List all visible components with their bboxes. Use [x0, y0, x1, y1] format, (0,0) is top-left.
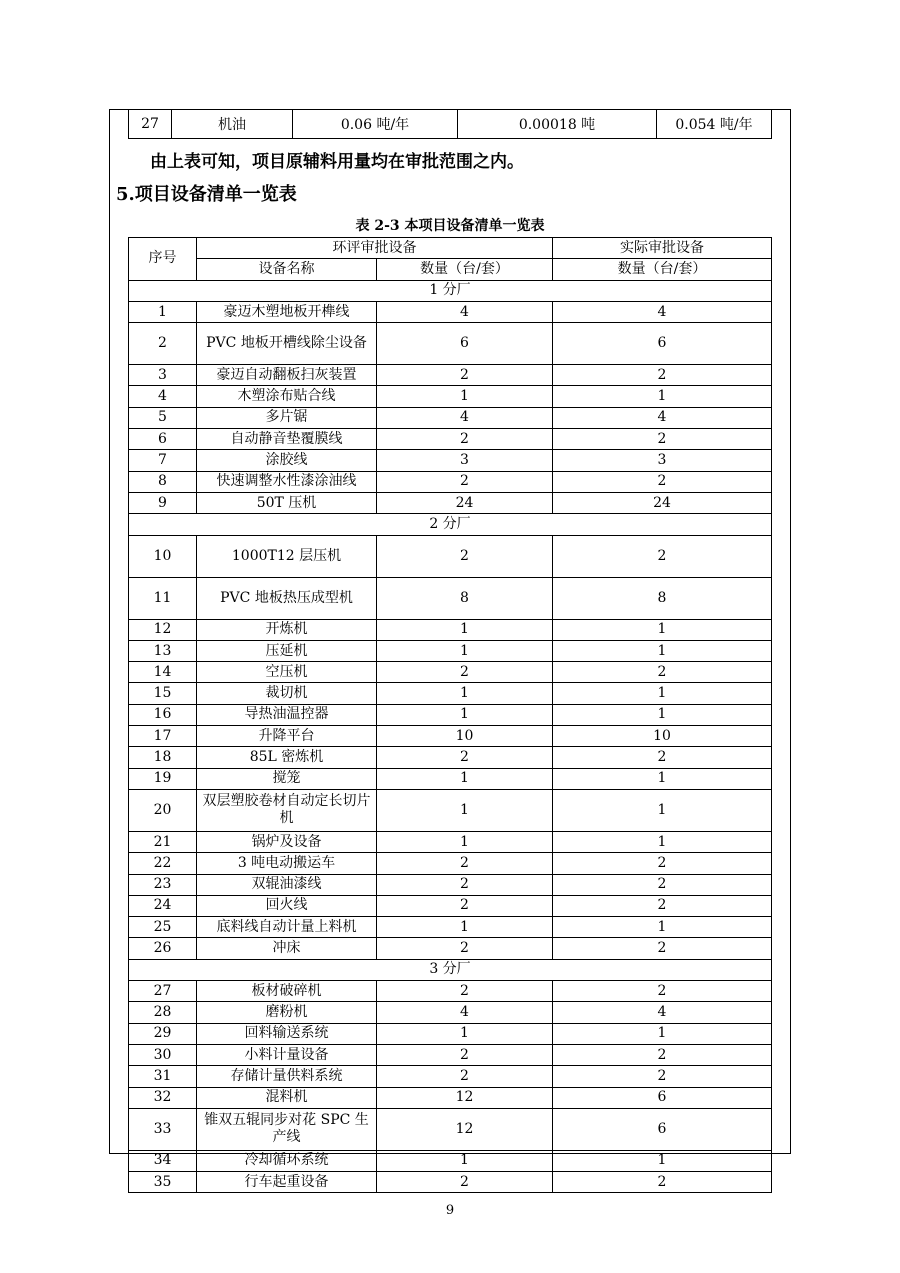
table-row — [129, 704, 772, 725]
cell-qty-eia: 2 — [377, 874, 553, 895]
cell-qty-actual: 2 — [553, 471, 772, 492]
cell-no: 14 — [129, 662, 197, 683]
cell-qty-eia: 2 — [377, 981, 553, 1002]
cell-equipment-name: 自动静音垫覆膜线 — [197, 429, 377, 450]
table-row — [129, 407, 772, 428]
cell-equipment-name: 1000T12 层压机 — [197, 535, 377, 577]
equipment-table-body — [129, 280, 772, 1193]
cell-qty-actual: 2 — [553, 1044, 772, 1065]
header-eia-group: 环评审批设备 — [197, 238, 553, 259]
table-row — [129, 747, 772, 768]
cell-no: 28 — [129, 1002, 197, 1023]
table-row — [129, 683, 772, 704]
cell-equipment-name: 冲床 — [197, 938, 377, 959]
cell-qty-actual: 2 — [553, 535, 772, 577]
cell-qty-eia: 1 — [377, 704, 553, 725]
cell-no: 17 — [129, 726, 197, 747]
cell-qty-eia: 1 — [377, 683, 553, 704]
cell-equipment-name: 导热油温控器 — [197, 704, 377, 725]
cell-qty-eia: 2 — [377, 662, 553, 683]
cell-qty-actual: 1 — [553, 831, 772, 852]
cell-equipment-name: 行车起重设备 — [197, 1172, 377, 1193]
cell-no: 1 — [129, 301, 197, 322]
equipment-table — [128, 237, 772, 1193]
header-qty-eia: 数量（台/套） — [377, 259, 553, 280]
header-actual-group: 实际审批设备 — [553, 238, 772, 259]
table-row — [129, 323, 772, 365]
cell-equipment-name: 升降平台 — [197, 726, 377, 747]
group-row — [129, 280, 772, 301]
cell-qty-actual: 1 — [553, 386, 772, 407]
table-row — [129, 301, 772, 322]
cell-no: 13 — [129, 640, 197, 661]
cell-qty-actual: 24 — [553, 492, 772, 513]
table-row — [129, 386, 772, 407]
cell-qty-eia: 2 — [377, 535, 553, 577]
cell-no: 20 — [129, 789, 197, 831]
cell-qty-eia: 1 — [377, 1150, 553, 1171]
table-row — [129, 981, 772, 1002]
cell-qty-eia: 10 — [377, 726, 553, 747]
cell-qty-eia: 6 — [377, 323, 553, 365]
table-row — [129, 1002, 772, 1023]
header-row — [129, 259, 772, 280]
cell-qty-eia: 2 — [377, 1172, 553, 1193]
table-row — [129, 1172, 772, 1193]
table-row — [129, 640, 772, 661]
cell-no: 32 — [129, 1087, 197, 1108]
cell-equipment-name: 豪迈自动翻板扫灰装置 — [197, 365, 377, 386]
cell-equipment-name: PVC 地板开槽线除尘设备 — [197, 323, 377, 365]
cell-qty-eia: 1 — [377, 1023, 553, 1044]
cell-equipment-name: 3 吨电动搬运车 — [197, 853, 377, 874]
cell-no: 24 — [129, 895, 197, 916]
table-row — [129, 789, 772, 831]
cell-qty-actual: 2 — [553, 853, 772, 874]
cell-qty-actual: 1 — [553, 683, 772, 704]
cell-no: 18 — [129, 747, 197, 768]
cell-no: 23 — [129, 874, 197, 895]
group-row — [129, 514, 772, 535]
cell-equipment-name: 涂胶线 — [197, 450, 377, 471]
cell-equipment-name: 豪迈木塑地板开榫线 — [197, 301, 377, 322]
cell-qty-eia: 2 — [377, 429, 553, 450]
table-row — [129, 853, 772, 874]
cell-qty-actual: 1 — [553, 917, 772, 938]
cell-equipment-name: 底料线自动计量上料机 — [197, 917, 377, 938]
cell-equipment-name: 多片锯 — [197, 407, 377, 428]
cell-qty-actual: 6 — [553, 1087, 772, 1108]
cell-qty-eia: 2 — [377, 1044, 553, 1065]
cell-qty-actual: 2 — [553, 429, 772, 450]
cell-no: 25 — [129, 917, 197, 938]
cell-no: 9 — [129, 492, 197, 513]
table-row — [129, 1023, 772, 1044]
group-row — [129, 959, 772, 980]
cell-name: 机油 — [172, 110, 293, 139]
cell-qty-actual: 6 — [553, 323, 772, 365]
cell-no: 5 — [129, 407, 197, 428]
header-row — [129, 238, 772, 259]
table-row — [129, 1066, 772, 1087]
table-row — [129, 450, 772, 471]
cell-qty-eia: 1 — [377, 831, 553, 852]
cell-equipment-name: 锥双五辊同步对花 SPC 生产线 — [197, 1108, 377, 1150]
header-no: 序号 — [129, 238, 197, 281]
cell-qty-actual: 2 — [553, 1066, 772, 1087]
cell-qty-eia: 2 — [377, 938, 553, 959]
cell-equipment-name: 板材破碎机 — [197, 981, 377, 1002]
cell-no: 12 — [129, 619, 197, 640]
header-qty-actual: 数量（台/套） — [553, 259, 772, 280]
cell-qty-actual: 2 — [553, 747, 772, 768]
summary-note: 由上表可知，项目原辅料用量均在审批范围之内。 — [150, 152, 524, 172]
table-row — [129, 768, 772, 789]
cell-qty-eia: 8 — [377, 577, 553, 619]
group-title: 3 分厂 — [129, 959, 772, 980]
table-row — [129, 110, 772, 139]
cell-no: 16 — [129, 704, 197, 725]
page-number: 9 — [445, 1203, 455, 1218]
cell-equipment-name: 裁切机 — [197, 683, 377, 704]
table-row — [129, 429, 772, 450]
table-row — [129, 1044, 772, 1065]
cell-no: 8 — [129, 471, 197, 492]
cell-value: 0.06 吨/年 — [293, 110, 458, 139]
cell-qty-eia: 12 — [377, 1108, 553, 1150]
table-row — [129, 895, 772, 916]
cell-qty-eia: 2 — [377, 747, 553, 768]
group-title: 2 分厂 — [129, 514, 772, 535]
cell-equipment-name: 双辊油漆线 — [197, 874, 377, 895]
cell-equipment-name: 50T 压机 — [197, 492, 377, 513]
cell-equipment-name: 空压机 — [197, 662, 377, 683]
cell-qty-actual: 1 — [553, 619, 772, 640]
cell-no: 26 — [129, 938, 197, 959]
table-row — [129, 662, 772, 683]
cell-no: 6 — [129, 429, 197, 450]
cell-qty-eia: 1 — [377, 640, 553, 661]
group-title: 1 分厂 — [129, 280, 772, 301]
cell-qty-eia: 24 — [377, 492, 553, 513]
cell-no: 22 — [129, 853, 197, 874]
cell-no: 35 — [129, 1172, 197, 1193]
table-row — [129, 726, 772, 747]
table-row — [129, 492, 772, 513]
header-name: 设备名称 — [197, 259, 377, 280]
cell-qty-actual: 1 — [553, 704, 772, 725]
cell-equipment-name: 开炼机 — [197, 619, 377, 640]
cell-qty-eia: 1 — [377, 789, 553, 831]
cell-equipment-name: 小料计量设备 — [197, 1044, 377, 1065]
cell-no: 34 — [129, 1150, 197, 1171]
table-row — [129, 1150, 772, 1171]
table-row — [129, 365, 772, 386]
cell-no: 21 — [129, 831, 197, 852]
cell-qty-eia: 12 — [377, 1087, 553, 1108]
cell-qty-actual: 6 — [553, 1108, 772, 1150]
cell-equipment-name: 85L 密炼机 — [197, 747, 377, 768]
cell-qty-actual: 1 — [553, 789, 772, 831]
table-row — [129, 471, 772, 492]
cell-equipment-name: 冷却循环系统 — [197, 1150, 377, 1171]
cell-equipment-name: 磨粉机 — [197, 1002, 377, 1023]
cell-qty-actual: 3 — [553, 450, 772, 471]
cell-qty-actual: 2 — [553, 895, 772, 916]
cell-qty-eia: 2 — [377, 853, 553, 874]
cell-qty-eia: 2 — [377, 365, 553, 386]
cell-qty-eia: 1 — [377, 619, 553, 640]
table-row — [129, 917, 772, 938]
table-row — [129, 874, 772, 895]
cell-qty-eia: 4 — [377, 1002, 553, 1023]
table-row — [129, 535, 772, 577]
cell-no: 27 — [129, 110, 172, 139]
cell-equipment-name: 木塑涂布贴合线 — [197, 386, 377, 407]
cell-qty-actual: 2 — [553, 662, 772, 683]
cell-qty-actual: 4 — [553, 1002, 772, 1023]
cell-qty-actual: 10 — [553, 726, 772, 747]
cell-equipment-name: PVC 地板热压成型机 — [197, 577, 377, 619]
table-row — [129, 577, 772, 619]
cell-equipment-name: 搅笼 — [197, 768, 377, 789]
cell-no: 30 — [129, 1044, 197, 1065]
cell-no: 27 — [129, 981, 197, 1002]
cell-equipment-name: 存储计量供料系统 — [197, 1066, 377, 1087]
cell-qty-actual: 2 — [553, 1172, 772, 1193]
cell-value: 0.00018 吨 — [458, 110, 657, 139]
cell-no: 7 — [129, 450, 197, 471]
cell-qty-actual: 4 — [553, 301, 772, 322]
cell-qty-eia: 2 — [377, 471, 553, 492]
cell-equipment-name: 回火线 — [197, 895, 377, 916]
cell-qty-actual: 1 — [553, 1150, 772, 1171]
cell-equipment-name: 压延机 — [197, 640, 377, 661]
cell-qty-actual: 4 — [553, 407, 772, 428]
table-row — [129, 831, 772, 852]
cell-qty-eia: 2 — [377, 895, 553, 916]
table-row — [129, 619, 772, 640]
table-row — [129, 1087, 772, 1108]
cell-equipment-name: 快速调整水性漆涂油线 — [197, 471, 377, 492]
table-caption: 表 2-3 本项目设备清单一览表 — [355, 218, 545, 234]
cell-qty-actual: 2 — [553, 874, 772, 895]
cell-no: 10 — [129, 535, 197, 577]
cell-qty-actual: 1 — [553, 640, 772, 661]
section-title: 5.项目设备清单一览表 — [116, 184, 297, 205]
cell-no: 4 — [129, 386, 197, 407]
cell-qty-actual: 2 — [553, 365, 772, 386]
table-row — [129, 1108, 772, 1150]
cell-no: 3 — [129, 365, 197, 386]
cell-qty-eia: 4 — [377, 301, 553, 322]
cell-qty-eia: 4 — [377, 407, 553, 428]
cell-qty-actual: 2 — [553, 938, 772, 959]
cell-qty-eia: 1 — [377, 768, 553, 789]
cell-equipment-name: 混料机 — [197, 1087, 377, 1108]
cell-no: 29 — [129, 1023, 197, 1044]
cell-qty-actual: 1 — [553, 768, 772, 789]
cell-no: 19 — [129, 768, 197, 789]
cell-qty-eia: 3 — [377, 450, 553, 471]
cell-qty-actual: 1 — [553, 1023, 772, 1044]
cell-equipment-name: 回料输送系统 — [197, 1023, 377, 1044]
cell-qty-eia: 2 — [377, 1066, 553, 1087]
cell-no: 33 — [129, 1108, 197, 1150]
cell-no: 11 — [129, 577, 197, 619]
cell-no: 15 — [129, 683, 197, 704]
cell-no: 31 — [129, 1066, 197, 1087]
table-row — [129, 938, 772, 959]
cell-no: 2 — [129, 323, 197, 365]
cell-qty-eia: 1 — [377, 917, 553, 938]
cell-qty-eia: 1 — [377, 386, 553, 407]
cell-equipment-name: 双层塑胶卷材自动定长切片机 — [197, 789, 377, 831]
cell-value: 0.054 吨/年 — [657, 110, 772, 139]
cell-qty-actual: 8 — [553, 577, 772, 619]
previous-table-last-row — [128, 109, 772, 139]
cell-equipment-name: 锅炉及设备 — [197, 831, 377, 852]
cell-qty-actual: 2 — [553, 981, 772, 1002]
